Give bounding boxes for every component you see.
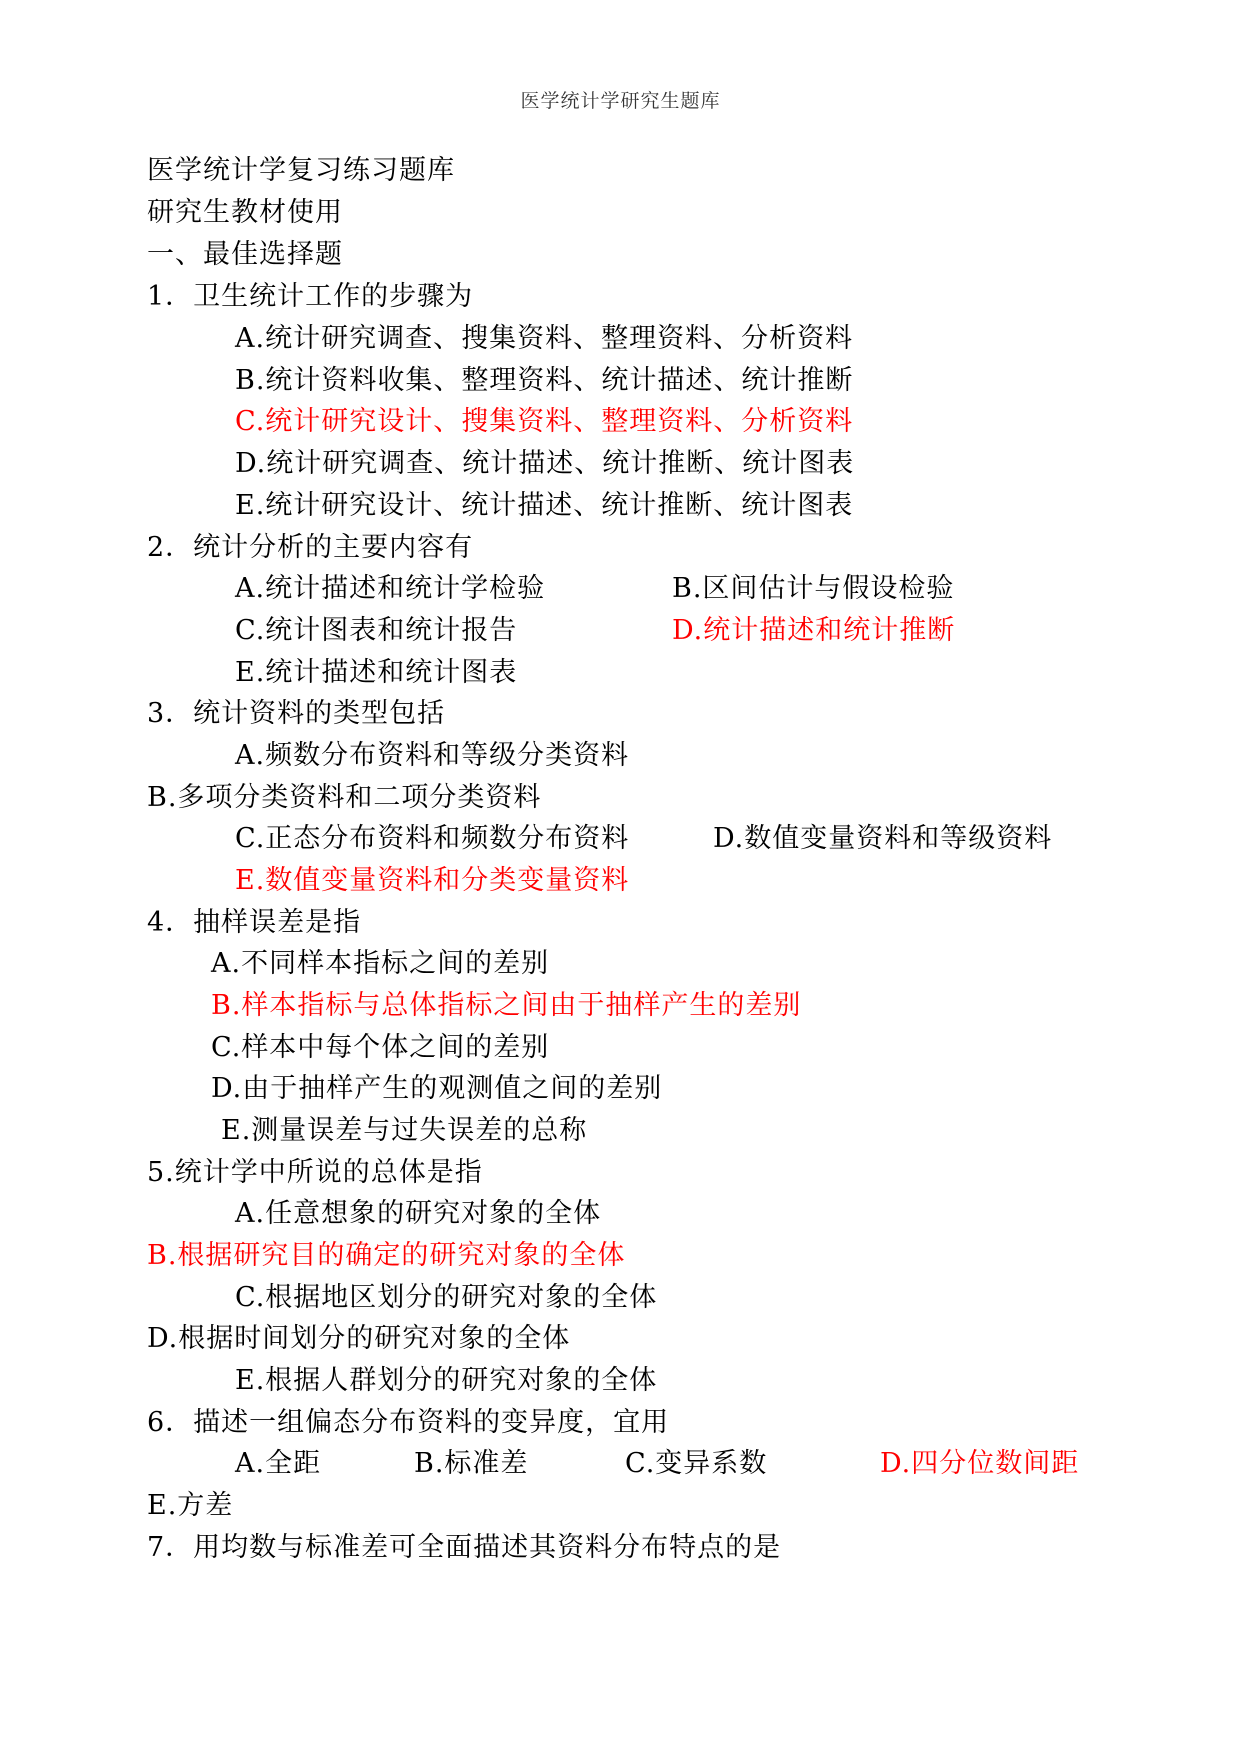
question-3-option-b: B.多项分类资料和二项分类资料 <box>147 782 542 813</box>
question-1-stem: 1．卫生统计工作的步骤为 <box>147 281 474 312</box>
question-3-option-c: C.正态分布资料和频数分布资料 <box>235 823 630 854</box>
question-2-option-e: E.统计描述和统计图表 <box>235 657 518 688</box>
section-heading: 一、最佳选择题 <box>147 239 343 270</box>
question-4-option-a: A.不同样本指标之间的差别 <box>211 948 550 979</box>
question-4-option-d: D.由于抽样产生的观测值之间的差别 <box>211 1073 663 1104</box>
question-2-option-d-answer: D.统计描述和统计推断 <box>672 615 956 646</box>
question-6-stem: 6．描述一组偏态分布资料的变异度，宜用 <box>147 1407 670 1438</box>
question-5-option-a: A.任意想象的研究对象的全体 <box>235 1198 602 1229</box>
question-3-option-d: D.数值变量资料和等级资料 <box>713 823 1053 854</box>
question-3-option-e-answer: E.数值变量资料和分类变量资料 <box>235 865 630 896</box>
question-2-stem: 2．统计分析的主要内容有 <box>147 532 474 563</box>
question-1-option-e: E.统计研究设计、统计描述、统计推断、统计图表 <box>235 490 854 521</box>
question-3-option-a: A.频数分布资料和等级分类资料 <box>235 740 630 771</box>
question-6-option-b: B.标准差 <box>414 1448 529 1479</box>
question-1-option-c-answer: C.统计研究设计、搜集资料、整理资料、分析资料 <box>235 406 854 437</box>
question-4-option-e: E.测量误差与过失误差的总称 <box>221 1115 588 1146</box>
question-1-option-b: B.统计资料收集、整理资料、统计描述、统计推断 <box>235 365 854 396</box>
question-6-option-c: C.变异系数 <box>625 1448 768 1479</box>
question-2-option-a: A.统计描述和统计学检验 <box>235 573 546 604</box>
question-3-stem: 3．统计资料的类型包括 <box>147 698 446 729</box>
doc-subtitle: 研究生教材使用 <box>147 197 343 228</box>
question-2-option-b: B.区间估计与假设检验 <box>672 573 955 604</box>
question-7-stem: 7．用均数与标准差可全面描述其资料分布特点的是 <box>147 1532 782 1563</box>
question-6-option-d-answer: D.四分位数间距 <box>880 1448 1080 1479</box>
question-1-option-a: A.统计研究调查、搜集资料、整理资料、分析资料 <box>235 323 854 354</box>
question-2-option-c: C.统计图表和统计报告 <box>235 615 518 646</box>
question-4-option-b-answer: B.样本指标与总体指标之间由于抽样产生的差别 <box>211 990 802 1021</box>
question-5-option-d: D.根据时间划分的研究对象的全体 <box>147 1323 571 1354</box>
question-5-option-e: E.根据人群划分的研究对象的全体 <box>235 1365 658 1396</box>
question-4-option-c: C.样本中每个体之间的差别 <box>211 1032 550 1063</box>
page-header: 医学统计学研究生题库 <box>520 90 721 112</box>
question-6-option-e: E.方差 <box>147 1490 234 1521</box>
question-5-option-b-answer: B.根据研究目的确定的研究对象的全体 <box>147 1240 626 1271</box>
question-5-option-c: C.根据地区划分的研究对象的全体 <box>235 1282 658 1313</box>
doc-title: 医学统计学复习练习题库 <box>147 155 455 186</box>
question-1-option-d: D.统计研究调查、统计描述、统计推断、统计图表 <box>235 448 855 479</box>
question-6-option-a: A.全距 <box>235 1448 322 1479</box>
question-5-stem: 5.统计学中所说的总体是指 <box>147 1157 483 1188</box>
question-4-stem: 4．抽样误差是指 <box>147 907 362 938</box>
